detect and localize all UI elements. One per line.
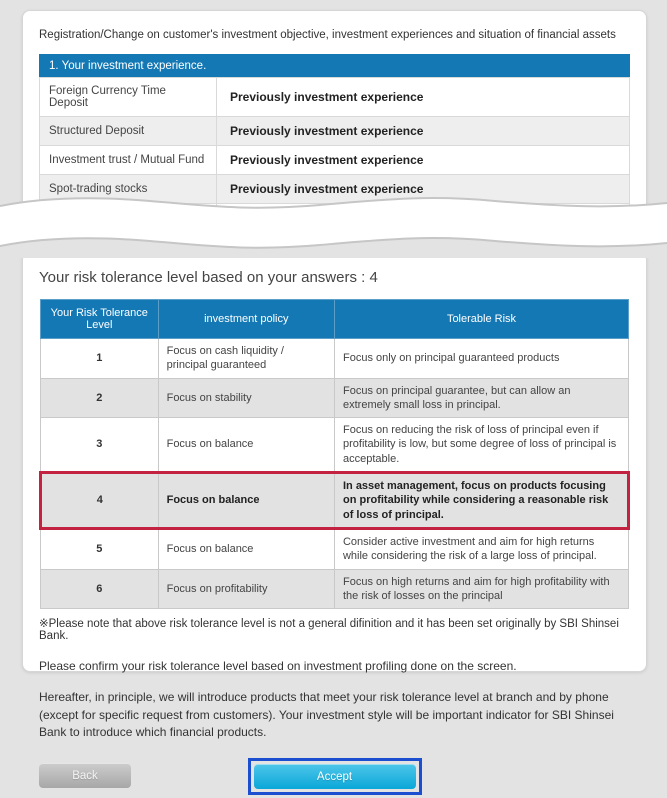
level-cell: 3 (41, 418, 159, 473)
risk-row-1 (41, 339, 629, 379)
policy-cell: Focus on balance (158, 473, 334, 529)
table-row (40, 78, 630, 117)
risk-row-3 (41, 418, 629, 473)
policy-cell: Focus on stability (158, 378, 334, 418)
level-cell: 1 (41, 339, 159, 379)
table-row (40, 146, 630, 175)
experience-value: Previously investment experience (217, 146, 630, 175)
risk-result-heading: Your risk tolerance level based on your answers : 4 (39, 269, 378, 286)
risk-tolerance-card (22, 252, 647, 783)
policy-cell: Focus on balance (158, 528, 334, 569)
experience-label: Spot-trading stocks (40, 175, 217, 204)
policy-cell: Focus on balance (158, 418, 334, 473)
experience-table-header: 1. Your investment experience. (39, 54, 630, 77)
accept-highlight-box (248, 758, 422, 795)
confirm-text: Please confirm your risk tolerance level based on investment profiling done on the screen. (39, 659, 517, 674)
column-header-risk: Tolerable Risk (334, 300, 628, 339)
experience-value: Previously investment experience (217, 175, 630, 204)
table-row (40, 117, 630, 146)
risk-row-2 (41, 378, 629, 418)
risk-cell: Focus on reducing the risk of loss of principal even if profitability is low, but some degree of loss of principal is acceptable. (334, 418, 628, 473)
risk-cell: Consider active investment and aim for high returns while considering the risk of a large loss of principal. (334, 528, 628, 569)
risk-row-5 (41, 528, 629, 569)
level-cell: 6 (41, 569, 159, 609)
experience-label: Structured Deposit (40, 117, 217, 146)
risk-cell: Focus only on principal guaranteed products (334, 339, 628, 379)
risk-cell: In asset management, focus on products focusing on profitability while considering a reasonable risk of loss of principal. (334, 473, 628, 529)
risk-row-4-selected (41, 473, 629, 529)
policy-cell: Focus on profitability (158, 569, 334, 609)
risk-row-6 (41, 569, 629, 609)
back-button[interactable]: Back (39, 763, 131, 788)
experience-value: Previously investment experience (217, 78, 630, 117)
torn-edge-separator (0, 192, 667, 258)
risk-tolerance-table (39, 299, 630, 609)
experience-value: Previously investment experience (217, 117, 630, 146)
note-text: ※Please note that above risk tolerance level is not a general difinition and it has been set originally by SBI Shinsei Bank. (39, 618, 619, 643)
hereafter-text: Hereafter, in principle, we will introduce products that meet your risk tolerance level at branch and by phone (except for specific request from customers). Your investment style will be important indicator for SBI Shinsei Bank to introduce which financial products. (39, 690, 614, 739)
experience-label: Foreign Currency Time Deposit (40, 78, 217, 117)
policy-cell: Focus on cash liquidity / principal guaranteed (158, 339, 334, 379)
registration-intro-text: Registration/Change on customer's investment objective, investment experiences and situation of financial assets (39, 29, 616, 41)
level-cell: 5 (41, 528, 159, 569)
button-row (39, 758, 630, 798)
level-cell: 4 (41, 473, 159, 529)
table-header-row (41, 300, 629, 339)
risk-cell: Focus on high returns and aim for high profitability with the risk of losses on the principal (334, 569, 628, 609)
risk-cell: Focus on principal guarantee, but can allow an extremely small loss in principal. (334, 378, 628, 418)
experience-label: Investment trust / Mutual Fund (40, 146, 217, 175)
accept-button[interactable]: Accept (254, 764, 416, 789)
column-header-policy: investment policy (158, 300, 334, 339)
level-cell: 2 (41, 378, 159, 418)
column-header-level: Your Risk Tolerance Level (41, 300, 159, 339)
